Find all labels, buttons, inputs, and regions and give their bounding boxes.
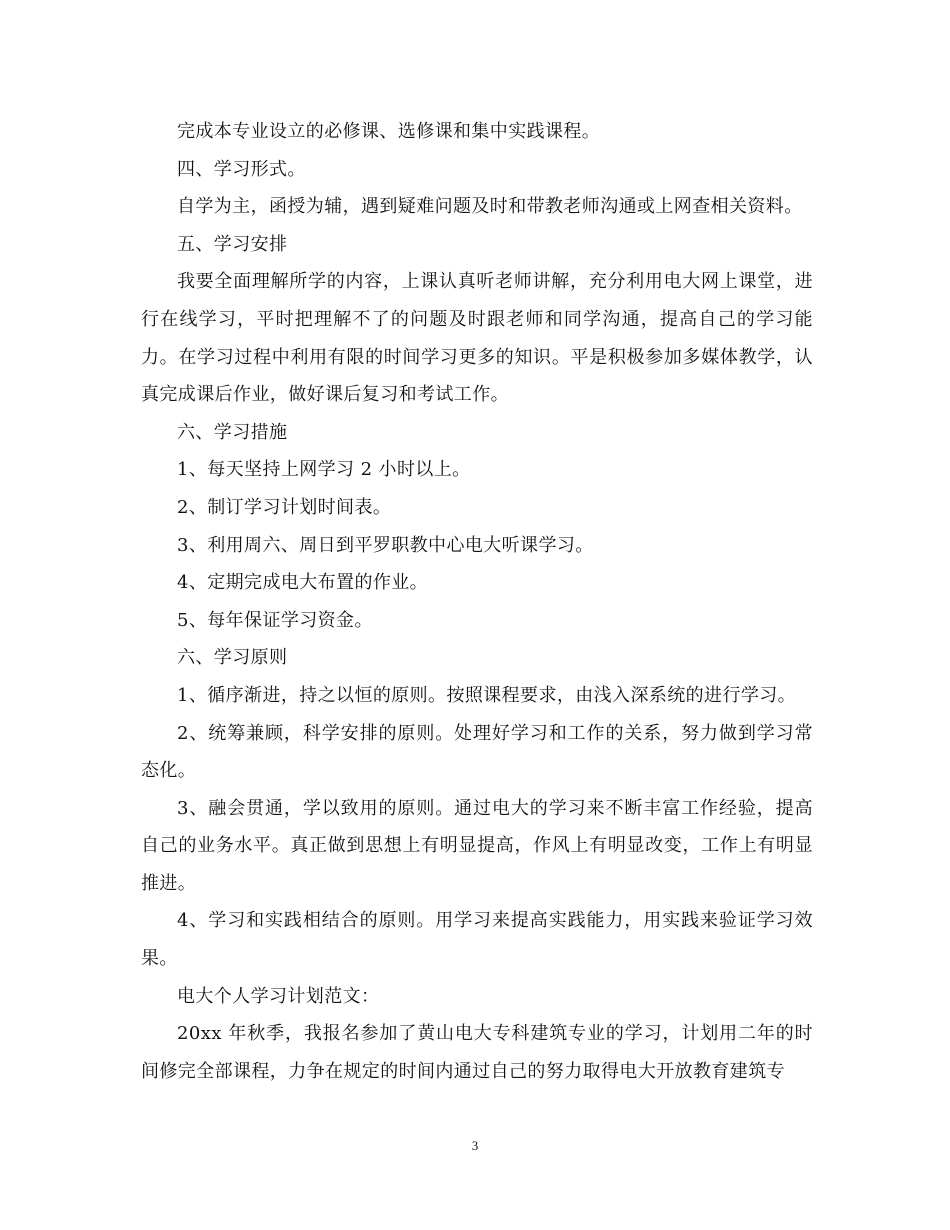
paragraph-1: 完成本专业设立的必修课、选修课和集中实践课程。 (177, 121, 601, 142)
section-heading-sample: 电大个人学习计划范文： (177, 985, 380, 1007)
list-item-principle-4: 4、学习和实践相结合的原则。用学习来提高实践能力，用实践来验证学习效果。 (141, 910, 813, 970)
paragraph-study-form: 自学为主，函授为辅，遇到疑难问题及时和带教老师沟通或上网查相关资料。 (177, 196, 803, 218)
list-item-measure-5: 5、每年保证学习资金。 (177, 609, 373, 631)
section-heading-study-schedule: 五、学习安排 (177, 233, 288, 255)
list-item-measure-3: 3、利用周六、周日到平罗职教中心电大听课学习。 (177, 534, 594, 556)
list-item-principle-1: 1、循序渐进，持之以恒的原则。按照课程要求，由浅入深系统的进行学习。 (177, 684, 797, 706)
list-item-principle-3: 3、融会贯通，学以致用的原则。通过电大的学习来不断丰富工作经验，提高自己的业务水平。真正做到思想上有明显提高，作风上有明显改变，工作上有明显推进。 (141, 797, 813, 894)
list-item-measure-2: 2、制订学习计划时间表。 (177, 496, 392, 518)
list-item-principle-2: 2、统筹兼顾，科学安排的原则。处理好学习和工作的关系，努力做到学习常态化。 (141, 722, 813, 782)
paragraph-study-schedule: 我要全面理解所学的内容，上课认真听老师讲解，充分利用电大网上课堂，进行在线学习，平时把理解不了的问题及时跟老师和同学沟通，提高自己的学习能力。在学习过程中利用有限的时间学习更多的知识。平是积极参加多媒体教学，认真完成课后作业，做好课后复习和考试工作。 (141, 271, 813, 406)
page-number: 3 (471, 1138, 479, 1153)
paragraph-sample: 20xx 年秋季，我报名参加了黄山电大专科建筑专业的学习，计划用二年的时间修完全部课程，力争在规定的时间内通过自己的努力取得电大开放教育建筑专 (141, 1023, 813, 1082)
list-item-measure-1: 1、每天坚持上网学习 2 小时以上。 (177, 459, 471, 481)
section-heading-study-measures: 六、学习措施 (177, 421, 288, 443)
document-body (141, 113, 813, 1090)
list-item-measure-4: 4、定期完成电大布置的作业。 (177, 572, 429, 594)
section-heading-study-principles: 六、学习原则 (177, 647, 288, 669)
section-heading-study-form: 四、学习形式。 (177, 158, 306, 180)
